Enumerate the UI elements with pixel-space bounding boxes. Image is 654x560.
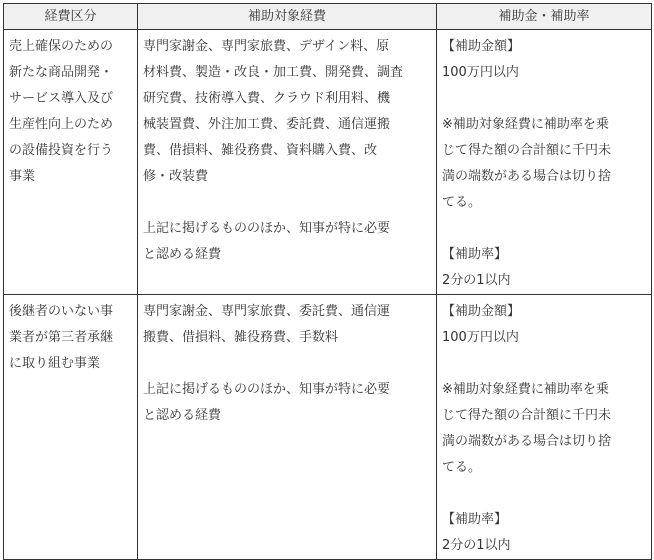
- table-row: [4, 295, 652, 560]
- header-eligible-expenses: 補助対象経費: [138, 4, 437, 30]
- category-cell: [4, 30, 138, 295]
- subsidy-cell: [437, 295, 652, 560]
- header-subsidy-rate: 補助金・補助率: [437, 4, 652, 30]
- subsidy-text: 【補助金額】 100万円以内 ※補助対象経費に補助率を乗 じて得た額の合計額に千円未 満の端数がある場合は切り捨 てる。 【補助率】 2分の1以内: [442, 304, 612, 553]
- header-row: [4, 4, 652, 30]
- category-text: 売上確保のための 新たな商品開発・ サービス導入及び 生産性向上のため の設備投資を行う 事業: [9, 39, 114, 184]
- expenses-text: 専門家謝金、専門家旅費、デザイン料、原 材料費、製造・改良・加工費、開発費、調査 研究費、技術導入費、クラウド利用料、機 械装置費、外注加工費、委託費、通信運搬 費、借損料、雑役務費、資料購入費、改 修・改装費 上記に掲げるもののほか、知事が特に必要 と認める経費: [143, 39, 404, 262]
- subsidy-cell: [437, 30, 652, 295]
- subsidy-table: [3, 3, 652, 560]
- expenses-text: 専門家謝金、専門家旅費、委託費、通信運 搬費、借損料、雑役務費、手数料 上記に掲げるもののほか、知事が特に必要 と認める経費: [143, 304, 391, 423]
- header-category: 経費区分: [4, 4, 138, 30]
- category-text: 後継者のいない事 業者が第三者承継 に取り組む事業: [9, 304, 114, 371]
- subsidy-text: 【補助金額】 100万円以内 ※補助対象経費に補助率を乗 じて得た額の合計額に千円未 満の端数がある場合は切り捨 てる。 【補助率】 2分の1以内: [442, 39, 612, 288]
- table-row: [4, 30, 652, 295]
- expenses-cell: [138, 295, 437, 560]
- expenses-cell: [138, 30, 437, 295]
- category-cell: [4, 295, 138, 560]
